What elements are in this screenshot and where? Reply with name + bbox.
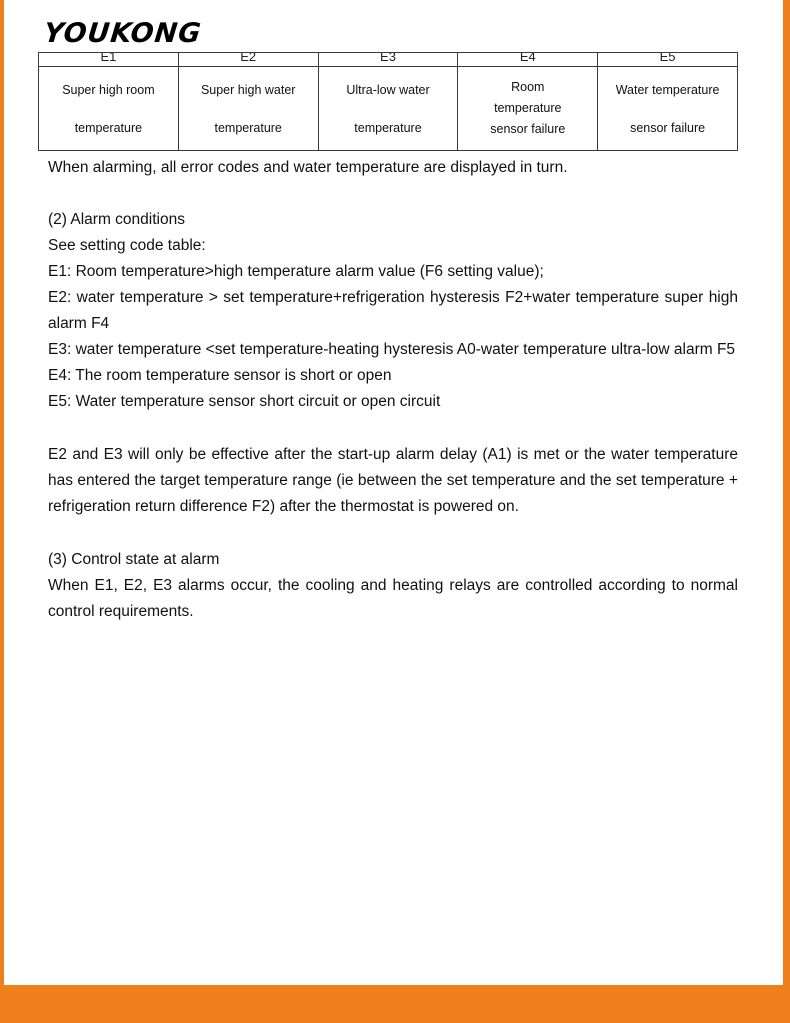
alarm-condition-e3: E3: water temperature <set temperature-heating hysteresis A0-water temperature ultra-low alarm F5 <box>48 341 736 358</box>
error-cell-e1: Super high room temperature <box>39 67 179 151</box>
error-col-header-e1-label: E1 <box>100 53 117 64</box>
error-cell-e4: Room temperature sensor failure <box>458 67 598 151</box>
section-2-heading: (2) Alarm conditions <box>48 211 185 228</box>
page-border-right <box>783 0 790 1023</box>
error-cell-e3: Ultra-low water temperature <box>318 67 458 151</box>
section-3-body: When E1, E2, E3 alarms occur, the cooling and heating relays are controlled according to normal control requirements. <box>48 577 738 620</box>
error-col-header-e4-label: E4 <box>519 53 536 64</box>
alarm-condition-e4: E4: The room temperature sensor is short or open <box>48 367 392 384</box>
intro-text: When alarming, all error codes and water temperature are displayed in turn. <box>48 159 568 176</box>
page-footer-bar <box>0 985 790 1023</box>
error-col-header-e3 <box>318 53 458 67</box>
see-setting-code-line: See setting code table: <box>48 237 206 254</box>
section-3-heading: (3) Control state at alarm <box>48 551 220 568</box>
body-text <box>48 155 738 625</box>
error-cell-e2: Super high water temperature <box>178 67 318 151</box>
error-col-header-e4 <box>458 53 598 67</box>
error-code-table <box>38 52 738 151</box>
logo: YOUKONG <box>42 18 204 49</box>
alarm-condition-e1: E1: Room temperature>high temperature alarm value (F6 setting value); <box>48 263 544 280</box>
note-paragraph: E2 and E3 will only be effective after the start-up alarm delay (A1) is met or the water temperature has entered the target temperature range (ie between the set temperature and the set temperature + refrigeration return difference F2) after the thermostat is powered on. <box>48 446 738 515</box>
error-col-header-e5 <box>598 53 738 67</box>
alarm-condition-e2: E2: water temperature > set temperature+refrigeration hysteresis F2+water temperature super high alarm F4 <box>48 289 738 332</box>
alarm-condition-e5: E5: Water temperature sensor short circuit or open circuit <box>48 393 441 410</box>
error-cell-e5: Water temperature sensor failure <box>598 67 738 151</box>
error-col-header-e2 <box>178 53 318 67</box>
error-table-body-row <box>39 67 738 151</box>
error-col-header-e3-label: E3 <box>380 53 396 64</box>
error-col-header-e2-label: E2 <box>240 53 257 64</box>
error-table-header-row <box>39 53 738 67</box>
error-col-header-e1 <box>39 53 179 67</box>
page-border-left <box>0 0 4 1023</box>
error-col-header-e5-label: E5 <box>659 53 676 64</box>
